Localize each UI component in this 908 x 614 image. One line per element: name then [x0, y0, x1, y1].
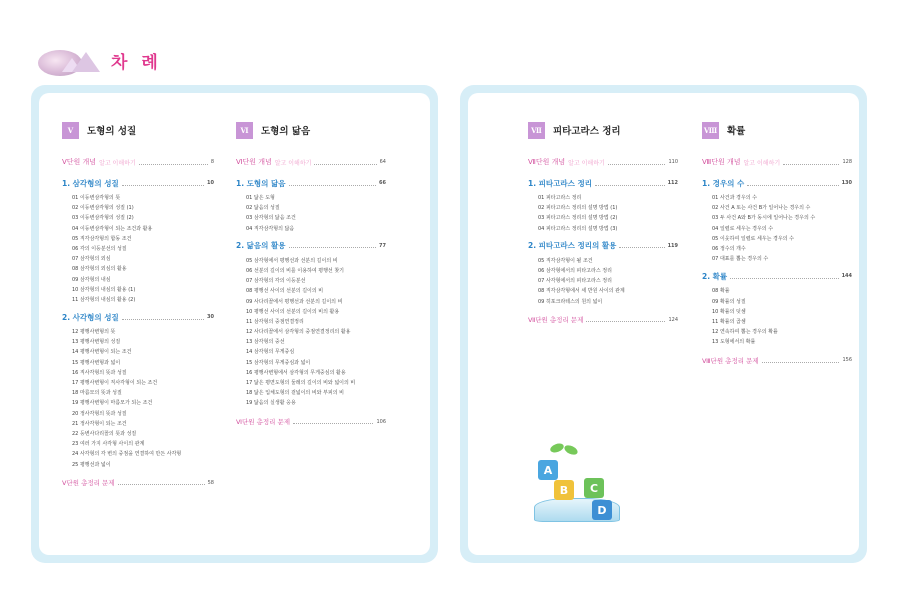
section-entry[interactable]	[62, 311, 214, 323]
dot-leader	[762, 358, 840, 363]
page-number: 119	[667, 242, 678, 249]
toc-item[interactable]: 01 이등변삼각형의 뜻	[72, 195, 121, 201]
page-number: 106	[376, 418, 386, 425]
toc-item[interactable]: 10 확률의 덧셈	[712, 308, 746, 315]
toc-item[interactable]: 09 확률의 성질	[712, 298, 746, 305]
section-entry[interactable]	[236, 240, 386, 252]
intro-label: Ⅶ단원 개념	[528, 158, 566, 166]
toc-item[interactable]: 03 삼각형의 닮음 조건	[246, 215, 296, 222]
toc-column	[236, 120, 386, 427]
toc-item[interactable]: 02 피타고라스 정리의 설명 방법 (1)	[538, 205, 618, 212]
toc-item[interactable]: 16 직사각형의 뜻과 성질	[72, 369, 127, 376]
toc-item[interactable]: 11 확률의 곱셈	[712, 318, 746, 325]
toc-item[interactable]: 14 삼각형의 무게중심	[246, 349, 295, 356]
toc-column	[528, 120, 678, 325]
book-illustration	[522, 440, 632, 530]
summary-entry[interactable]	[702, 355, 852, 365]
toc-item[interactable]: 07 대표를 뽑는 경우의 수	[712, 256, 769, 263]
chapter-intro-entry[interactable]	[62, 157, 214, 167]
dot-leader	[314, 160, 376, 165]
summary-entry[interactable]	[62, 478, 214, 488]
dot-leader	[289, 181, 377, 186]
toc-item[interactable]: 21 정사각형이 되는 조건	[72, 420, 127, 427]
toc-item[interactable]: 10 평행선 사이의 선분의 길이의 비의 활용	[246, 308, 340, 315]
toc-item[interactable]: 04 직각삼각형의 닮음	[246, 225, 295, 232]
toc-item[interactable]: 20 정사각형의 뜻과 성질	[72, 410, 127, 417]
toc-header	[38, 44, 238, 84]
toc-item[interactable]: 01 닮은 도형	[246, 195, 275, 201]
page-number: 128	[842, 159, 852, 165]
section-entry[interactable]	[62, 177, 214, 189]
chapter-number-badge: Ⅷ	[702, 122, 719, 139]
section-entry[interactable]	[528, 177, 678, 189]
section-title: 1. 삼각형의 성질	[62, 178, 119, 188]
page-number: 130	[841, 180, 852, 186]
section-entry[interactable]	[702, 177, 852, 189]
toc-item[interactable]: 03 이등변삼각형의 성질 (2)	[72, 215, 134, 222]
toc-item[interactable]: 15 평행사변형과 넓이	[72, 359, 121, 366]
toc-item[interactable]: 10 삼각형의 내심의 활용 (1)	[72, 286, 136, 293]
toc-item[interactable]: 16 평행사변형에서 삼각형의 무게중심의 활용	[246, 369, 346, 376]
toc-column	[702, 120, 852, 365]
toc-item[interactable]: 06 선분의 길이의 비를 이용하여 평행선 찾기	[246, 267, 345, 274]
page-number: 30	[207, 314, 214, 321]
chapter-intro-entry[interactable]	[528, 157, 678, 167]
page-number: 66	[379, 180, 386, 186]
toc-item[interactable]: 02 사건 A 또는 사건 B가 일어나는 경우의 수	[712, 205, 811, 212]
toc-item[interactable]: 08 확률	[712, 288, 730, 295]
chapter-title: 확률	[727, 126, 746, 137]
chapter-title: 피타고라스 정리	[553, 126, 621, 137]
toc-item[interactable]: 09 삼각형의 내심	[72, 276, 111, 283]
toc-item[interactable]: 22 등변사다리꼴의 뜻과 성질	[72, 430, 137, 437]
toc-item[interactable]: 05 직각삼각형이 될 조건	[538, 257, 593, 264]
toc-item[interactable]: 06 각의 이등분선의 성질	[72, 245, 127, 252]
letter-cube-c: C	[584, 478, 604, 498]
page-number: 64	[379, 159, 386, 165]
toc-item[interactable]: 08 삼각형의 외심의 활용	[72, 266, 127, 273]
toc-item[interactable]: 06 삼각형에서의 피타고라스 정리	[538, 267, 612, 274]
page-number: 124	[668, 316, 678, 323]
page-number: 10	[207, 180, 214, 186]
toc-item[interactable]: 04 피타고라스 정리의 설명 방법 (3)	[538, 225, 618, 232]
dot-leader	[122, 181, 204, 186]
dot-leader	[139, 160, 208, 165]
toc-item[interactable]: 23 여러 가지 사각형 사이의 관계	[72, 441, 145, 448]
toc-item[interactable]: 12 사다리꼴에서 삼각형의 중점연결정리의 활용	[246, 329, 351, 336]
section-title: 1. 피타고라스 정리	[528, 178, 593, 188]
chapter-intro-entry[interactable]	[236, 157, 386, 167]
dot-leader	[608, 160, 666, 165]
section-title: 2. 사각형의 성질	[62, 312, 119, 322]
letter-cube-a: A	[538, 460, 558, 480]
toc-item[interactable]: 07 사각형에서의 피타고라스 정리	[538, 278, 612, 285]
letter-cube-b: B	[554, 480, 574, 500]
page-number: 58	[207, 479, 214, 486]
toc-item[interactable]: 24 사각형의 각 변의 중점을 연결하여 만든 사각형	[72, 451, 182, 458]
page-number: 112	[667, 180, 678, 186]
toc-item[interactable]: 11 삼각형의 내심의 활용 (2)	[72, 296, 136, 303]
dot-leader	[293, 419, 373, 424]
page-title: 차 례	[111, 53, 162, 73]
toc-column	[62, 120, 214, 488]
section-entry[interactable]	[702, 270, 852, 282]
dot-leader	[619, 243, 664, 248]
dot-leader	[586, 317, 665, 322]
toc-item[interactable]: 08 평행선 사이의 선분의 길이의 비	[246, 288, 324, 295]
summary-label: Ⅷ단원 총정리 문제	[702, 356, 759, 365]
toc-item[interactable]: 03 피타고라스 정리의 설명 방법 (2)	[538, 215, 618, 222]
dot-leader	[747, 181, 838, 186]
toc-item[interactable]: 04 일렬로 세우는 경우의 수	[712, 225, 774, 232]
toc-item[interactable]: 13 평행사변형의 성질	[72, 339, 121, 346]
section-title: 2. 확률	[702, 271, 728, 281]
section-title: 1. 도형의 닮음	[236, 178, 286, 188]
toc-item[interactable]: 03 두 사건 A와 B가 동시에 일어나는 경우의 수	[712, 215, 816, 222]
section-title: 1. 경우의 수	[702, 178, 745, 188]
toc-item[interactable]: 01 사건과 경우의 수	[712, 195, 757, 201]
toc-item[interactable]: 05 이웃하여 일렬로 세우는 경우의 수	[712, 235, 794, 242]
chapter-title: 도형의 성질	[87, 126, 137, 137]
page-number: 144	[841, 273, 852, 280]
toc-item[interactable]: 05 삼각형에서 평행선과 선분의 길이의 비	[246, 257, 338, 264]
page-number: 156	[842, 357, 852, 364]
intro-label: Ⅷ단원 개념	[702, 158, 741, 166]
leaf-icon	[563, 443, 579, 456]
summary-label: Ⅶ단원 총정리 문제	[528, 316, 584, 325]
page-number: 77	[379, 242, 386, 249]
intro-label: Ⅴ단원 개념	[62, 158, 97, 166]
summary-label: Ⅵ단원 총정리 문제	[236, 418, 291, 427]
leaf-icon	[549, 442, 565, 454]
toc-item[interactable]: 09 사다리꼴에서 평행선과 선분의 길이의 비	[246, 298, 343, 305]
toc-item[interactable]: 07 삼각형의 외심	[72, 256, 111, 263]
chapter-intro-entry[interactable]	[702, 157, 852, 167]
chapter-number-badge: Ⅴ	[62, 122, 79, 139]
section-title: 2. 피타고라스 정리의 활용	[528, 241, 617, 251]
section-entry[interactable]	[528, 240, 678, 252]
chapter-heading	[528, 120, 678, 140]
toc-item[interactable]: 11 삼각형의 중점연결정리	[246, 318, 304, 325]
chapter-heading	[62, 120, 214, 140]
toc-item[interactable]: 02 닮음의 성질	[246, 205, 280, 212]
section-title: 2. 닮음의 활용	[236, 241, 286, 251]
summary-entry[interactable]	[236, 417, 386, 427]
chapter-heading	[702, 120, 852, 140]
toc-item[interactable]: 19 평행사변형이 마름모가 되는 조건	[72, 400, 153, 407]
toc-item[interactable]: 19 닮음의 실생활 응용	[246, 400, 296, 407]
intro-sublabel: 알고 이해하기	[274, 159, 312, 167]
toc-item[interactable]: 17 평행사변형이 직사각형이 되는 조건	[72, 380, 158, 386]
intro-sublabel: 알고 이해하기	[99, 159, 136, 167]
toc-item[interactable]: 13 도형에서의 확률	[712, 339, 756, 346]
dot-leader	[595, 181, 665, 186]
toc-item[interactable]: 04 이등변삼각형이 되는 조건과 활용	[72, 225, 153, 232]
toc-item[interactable]: 12 연속하여 뽑는 경우의 확률	[712, 329, 778, 336]
toc-item[interactable]: 18 마름모의 뜻과 성질	[72, 390, 122, 397]
chapter-heading	[236, 120, 386, 140]
pyramid-icon	[72, 52, 100, 72]
dot-leader	[783, 160, 839, 165]
toc-item[interactable]: 08 직각삼각형에서 세 반원 사이의 관계	[538, 288, 625, 295]
toc-item[interactable]: 17 닮은 평면도형의 둘레의 길이의 비와 넓이의 비	[246, 380, 356, 386]
toc-item[interactable]: 18 닮은 입체도형의 겉넓이의 비와 부피의 비	[246, 390, 345, 397]
dot-leader	[730, 274, 838, 279]
summary-entry[interactable]	[528, 315, 678, 325]
toc-item[interactable]: 25 평행선과 넓이	[72, 461, 111, 468]
toc-item[interactable]: 14 평행사변형이 되는 조건	[72, 349, 132, 356]
dot-leader	[122, 315, 204, 320]
toc-item[interactable]: 06 정수의 개수	[712, 245, 746, 252]
chapter-title: 도형의 닮음	[261, 126, 311, 137]
toc-item[interactable]: 02 이등변삼각형의 성질 (1)	[72, 205, 134, 212]
intro-sublabel: 알고 이해하기	[743, 159, 781, 167]
toc-item[interactable]: 09 히포크라테스의 원의 넓이	[538, 298, 603, 305]
page-number: 8	[210, 159, 214, 165]
summary-label: Ⅴ단원 총정리 문제	[62, 479, 115, 488]
intro-sublabel: 알고 이해하기	[568, 159, 605, 167]
section-entry[interactable]	[236, 177, 386, 189]
page-number: 110	[668, 159, 678, 165]
chapter-number-badge: Ⅵ	[236, 122, 253, 139]
toc-item[interactable]: 01 피타고라스 정리	[538, 195, 582, 201]
toc-item[interactable]: 07 삼각형의 각의 이등분선	[246, 278, 306, 285]
intro-label: Ⅵ단원 개념	[236, 158, 272, 166]
letter-cube-d: D	[592, 500, 612, 520]
toc-item[interactable]: 12 평행사변형의 뜻	[72, 329, 116, 336]
toc-item[interactable]: 05 직각삼각형의 합동 조건	[72, 235, 132, 242]
toc-item[interactable]: 15 삼각형의 무게중심과 넓이	[246, 359, 311, 366]
toc-item[interactable]: 13 삼각형의 중선	[246, 339, 285, 346]
dot-leader	[289, 243, 377, 248]
chapter-number-badge: Ⅶ	[528, 122, 545, 139]
dot-leader	[118, 480, 205, 485]
